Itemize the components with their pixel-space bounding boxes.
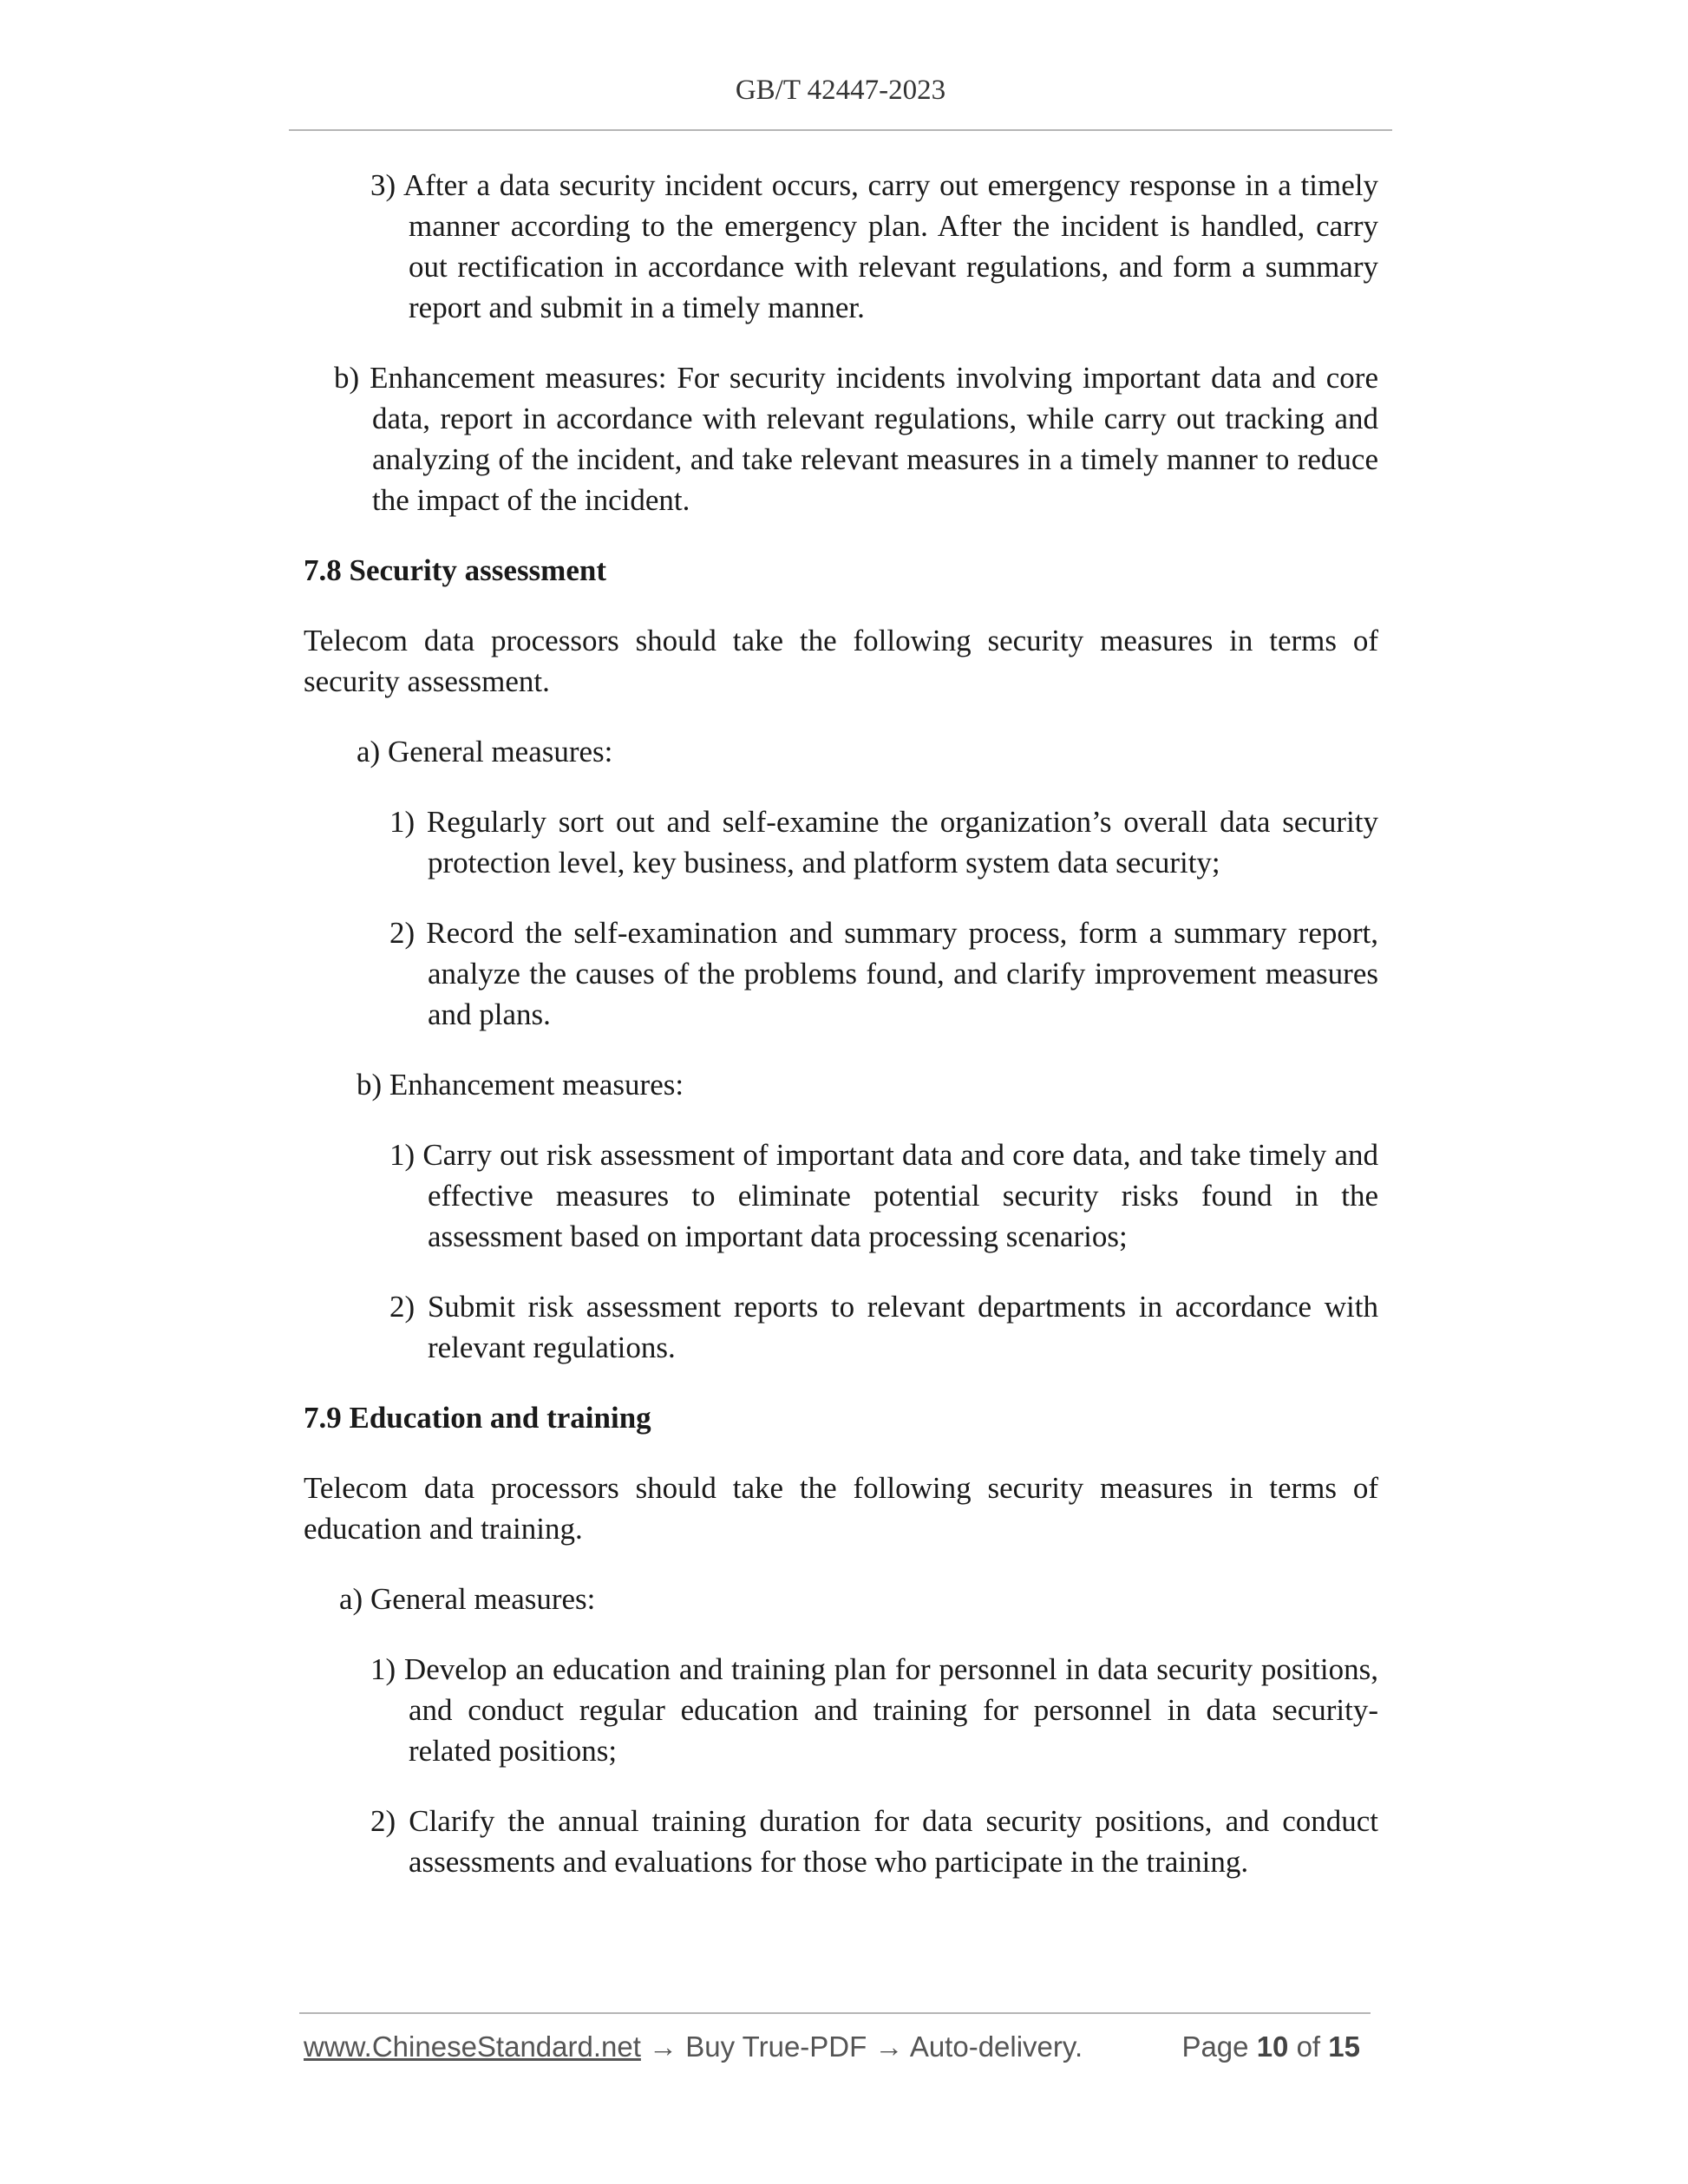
list-item: 1) Regularly sort out and self-examine the organization’s overall data security protection level, key business, and platform system data security; (389, 805, 1378, 879)
section-heading-7-9: 7.9 Education and training (304, 1401, 651, 1435)
page-body (304, 165, 1378, 1882)
page-total: 15 (1328, 2030, 1360, 2063)
list-item: 2) Clarify the annual training duration for data security positions, and conduct assessments and evaluations for those who participate in the training. (370, 1804, 1378, 1879)
list-item: a) General measures: (339, 1582, 596, 1616)
page-indicator (1181, 2030, 1360, 2063)
list-item: 2) Submit risk assessment reports to relevant departments in accordance with relevant regulations. (389, 1290, 1378, 1364)
page-footer (304, 2030, 1371, 2069)
list-item: 1) Carry out risk assessment of important data and core data, and take timely and effective measures to eliminate potential security risks found in the assessment based on important data processing scenarios; (389, 1138, 1378, 1253)
paragraph: Telecom data processors should take the following security measures in terms of education and training. (304, 1471, 1378, 1546)
list-item: 3) After a data security incident occurs, carry out emergency response in a timely manner according to the emergency plan. After the incident is handled, carry out rectification in accordance with relevant regulations, and form a summary report and submit in a timely manner. (370, 168, 1378, 324)
list-item: 1) Develop an education and training plan for personnel in data security positions, and conduct regular education and training for personnel in data security-related positions; (370, 1652, 1378, 1768)
page-label: Page (1181, 2030, 1249, 2063)
footer-promo (304, 2030, 1083, 2063)
document-header: GB/T 42447-2023 (735, 75, 946, 106)
site-link[interactable]: www.ChineseStandard.net (304, 2030, 641, 2063)
paragraph: Telecom data processors should take the following security measures in terms of security assessment. (304, 624, 1378, 698)
footer-promo-text: → Buy True-PDF → Auto-delivery. (640, 2030, 1083, 2063)
section-heading-7-8: 7.8 Security assessment (304, 553, 606, 587)
list-item: b) Enhancement measures: For security incidents involving important data and core data, report in accordance with relevant regulations, while carry out tracking and analyzing of the incident, and take relevant measures in a timely manner to reduce the impact of the incident. (334, 361, 1378, 517)
header-divider (289, 129, 1392, 131)
list-item: a) General measures: (357, 735, 613, 768)
footer-divider (299, 2012, 1371, 2014)
page-number: 10 (1256, 2030, 1289, 2063)
list-item: 2) Record the self-examination and summary process, form a summary report, analyze the causes of the problems found, and clarify improvement measures and plans. (389, 916, 1378, 1031)
of-label: of (1296, 2030, 1321, 2063)
list-item: b) Enhancement measures: (357, 1068, 684, 1102)
